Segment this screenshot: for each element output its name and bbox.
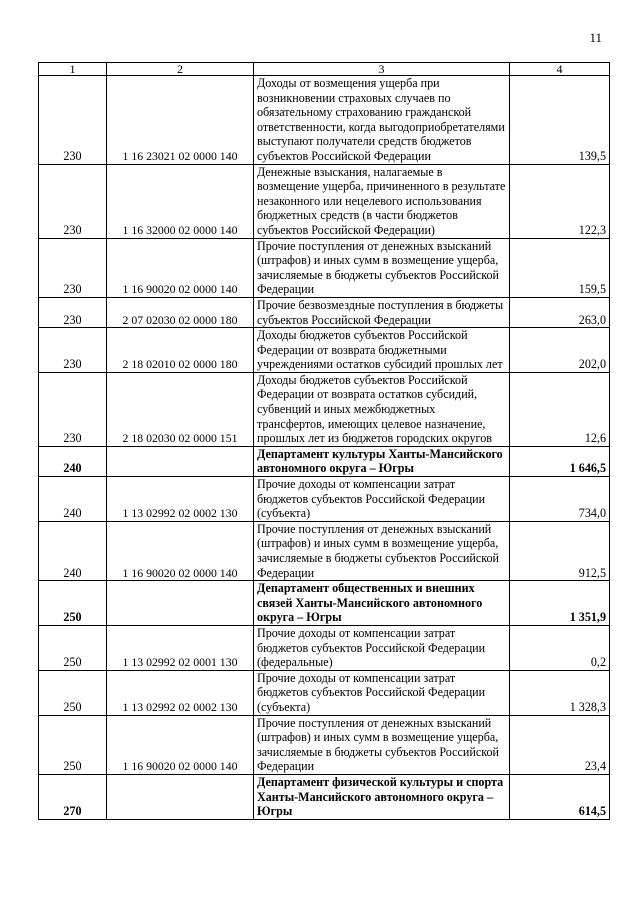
amount-cell: 1 351,9 xyxy=(510,581,610,626)
budget-code-cell: 1 16 23021 02 0000 140 xyxy=(107,76,254,165)
budget-code-cell: 1 16 90020 02 0000 140 xyxy=(107,715,254,774)
amount-cell: 614,5 xyxy=(510,774,610,819)
table-row xyxy=(39,521,610,580)
admin-code-cell: 230 xyxy=(39,328,107,373)
column-header-1: 1 xyxy=(39,63,107,76)
amount-cell: 1 328,3 xyxy=(510,670,610,715)
budget-code-cell: 1 13 02992 02 0002 130 xyxy=(107,670,254,715)
table-row xyxy=(39,477,610,522)
table-body xyxy=(39,76,610,820)
table-header xyxy=(39,63,610,76)
budget-code-cell: 1 16 90020 02 0000 140 xyxy=(107,238,254,297)
admin-code-cell: 250 xyxy=(39,715,107,774)
table-row xyxy=(39,76,610,165)
description-cell: Департамент общественных и внешних связей Ханты-Мансийского автономного округа – Югры xyxy=(254,581,510,626)
amount-cell: 0,2 xyxy=(510,625,610,670)
budget-code-cell: 2 18 02010 02 0000 180 xyxy=(107,328,254,373)
table-row xyxy=(39,372,610,446)
amount-cell: 122,3 xyxy=(510,164,610,238)
table-row xyxy=(39,774,610,819)
amount-cell: 1 646,5 xyxy=(510,446,610,476)
table-row xyxy=(39,297,610,327)
admin-code-cell: 230 xyxy=(39,164,107,238)
budget-code-cell xyxy=(107,446,254,476)
admin-code-cell: 250 xyxy=(39,581,107,626)
table-row xyxy=(39,328,610,373)
admin-code-cell: 240 xyxy=(39,521,107,580)
description-cell: Прочие поступления от денежных взысканий (штрафов) и иных сумм в возмещение ущерба, зачисляемые в бюджеты субъектов Российской Федерации xyxy=(254,715,510,774)
budget-code-cell xyxy=(107,774,254,819)
amount-cell: 23,4 xyxy=(510,715,610,774)
column-header-2: 2 xyxy=(107,63,254,76)
budget-code-cell: 1 16 90020 02 0000 140 xyxy=(107,521,254,580)
admin-code-cell: 250 xyxy=(39,670,107,715)
description-cell: Прочие безвозмездные поступления в бюджеты субъектов Российской Федерации xyxy=(254,297,510,327)
page-number: 11 xyxy=(589,30,602,45)
budget-code-cell: 1 13 02992 02 0002 130 xyxy=(107,477,254,522)
table-row xyxy=(39,238,610,297)
column-header-4: 4 xyxy=(510,63,610,76)
description-cell: Прочие поступления от денежных взысканий (штрафов) и иных сумм в возмещение ущерба, зачисляемые в бюджеты субъектов Российской Федерации xyxy=(254,238,510,297)
description-cell: Прочие поступления от денежных взысканий (штрафов) и иных сумм в возмещение ущерба, зачисляемые в бюджеты субъектов Российской Федерации xyxy=(254,521,510,580)
table-row xyxy=(39,446,610,476)
description-cell: Доходы от возмещения ущерба при возникновении страховых случаев по обязательному страхованию гражданской ответственности, когда выгодоприобретателями выступают получатели средств бюджетов субъектов Российской Федерации xyxy=(254,76,510,165)
budget-code-cell: 2 07 02030 02 0000 180 xyxy=(107,297,254,327)
description-cell: Прочие доходы от компенсации затрат бюджетов субъектов Российской Федерации (субъекта) xyxy=(254,670,510,715)
description-cell: Денежные взыскания, налагаемые в возмещение ущерба, причиненного в результате незаконного или нецелевого использования бюджетных средств (в части бюджетов субъектов Российской Федерации) xyxy=(254,164,510,238)
budget-code-cell: 2 18 02030 02 0000 151 xyxy=(107,372,254,446)
amount-cell: 12,6 xyxy=(510,372,610,446)
admin-code-cell: 230 xyxy=(39,238,107,297)
table-row xyxy=(39,164,610,238)
admin-code-cell: 250 xyxy=(39,625,107,670)
description-cell: Прочие доходы от компенсации затрат бюджетов субъектов Российской Федерации (субъекта) xyxy=(254,477,510,522)
amount-cell: 912,5 xyxy=(510,521,610,580)
description-cell: Департамент культуры Ханты-Мансийского автономного округа – Югры xyxy=(254,446,510,476)
admin-code-cell: 270 xyxy=(39,774,107,819)
amount-cell: 139,5 xyxy=(510,76,610,165)
revenue-table xyxy=(38,62,610,820)
budget-code-cell xyxy=(107,581,254,626)
description-cell: Прочие доходы от компенсации затрат бюджетов субъектов Российской Федерации (федеральные) xyxy=(254,625,510,670)
table-row xyxy=(39,625,610,670)
table-row xyxy=(39,581,610,626)
table-row xyxy=(39,670,610,715)
description-cell: Доходы бюджетов субъектов Российской Федерации от возврата бюджетными учреждениями остатков субсидий прошлых лет xyxy=(254,328,510,373)
admin-code-cell: 230 xyxy=(39,372,107,446)
budget-code-cell: 1 16 32000 02 0000 140 xyxy=(107,164,254,238)
description-cell: Департамент физической культуры и спорта Ханты-Мансийского автономного округа – Югры xyxy=(254,774,510,819)
admin-code-cell: 240 xyxy=(39,477,107,522)
amount-cell: 734,0 xyxy=(510,477,610,522)
amount-cell: 263,0 xyxy=(510,297,610,327)
admin-code-cell: 230 xyxy=(39,297,107,327)
table-row xyxy=(39,715,610,774)
column-header-3: 3 xyxy=(254,63,510,76)
admin-code-cell: 230 xyxy=(39,76,107,165)
admin-code-cell: 240 xyxy=(39,446,107,476)
budget-code-cell: 1 13 02992 02 0001 130 xyxy=(107,625,254,670)
description-cell: Доходы бюджетов субъектов Российской Федерации от возврата остатков субсидий, субвенций и иных межбюджетных трансфертов, имеющих целевое назначение, прошлых лет из бюджетов городских округов xyxy=(254,372,510,446)
amount-cell: 159,5 xyxy=(510,238,610,297)
header-row xyxy=(39,63,610,76)
amount-cell: 202,0 xyxy=(510,328,610,373)
